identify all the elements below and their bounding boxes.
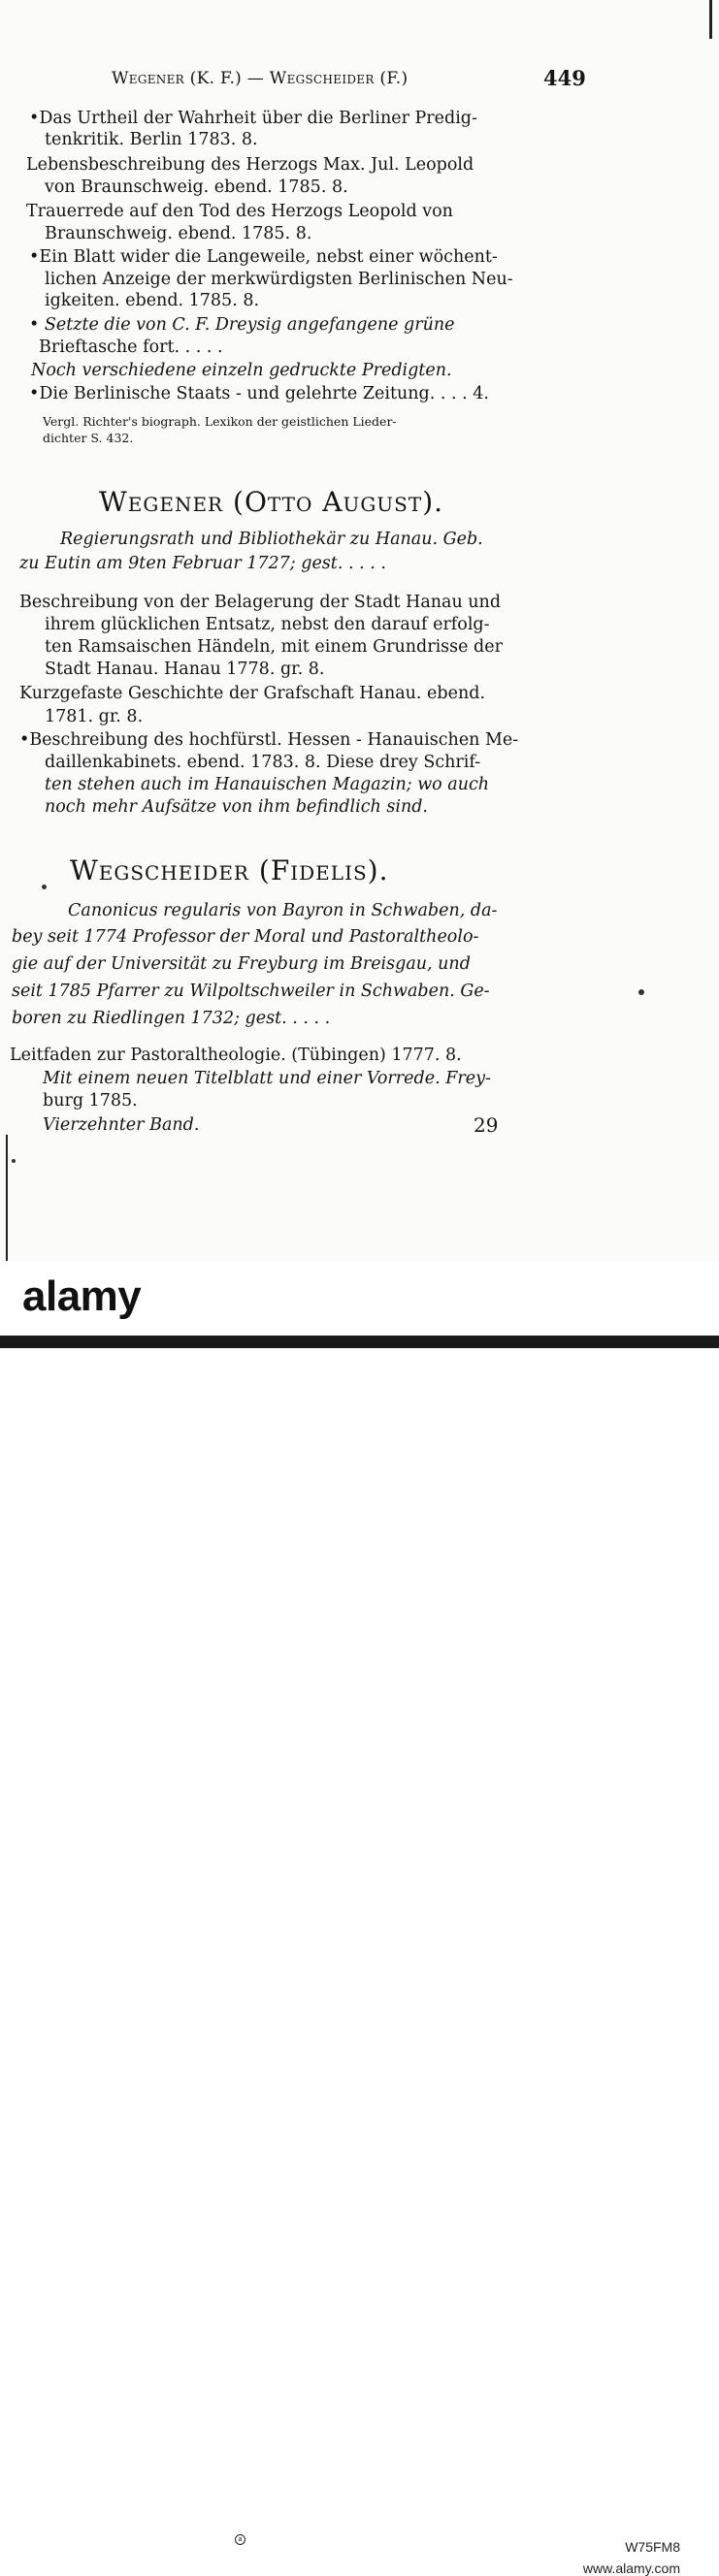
text-line: Beschreibung von der Belagerung der Stadt Hanau und: [19, 593, 502, 612]
text-line: Trauerrede auf den Tod des Herzogs Leopold von: [26, 202, 453, 221]
ink-speck: [638, 989, 644, 995]
text-line: seit 1785 Pfarrer zu Wilpoltschweiler in Schwaben. Ge-: [12, 982, 490, 1001]
scan-edge-mark: [709, 0, 712, 39]
sheet-number: 29: [474, 1113, 499, 1137]
text-line: gie auf der Universität zu Freyburg im Breisgau, und: [12, 954, 471, 974]
text-line: • Setzte die von C. F. Dreysig angefangene grüne: [29, 315, 455, 335]
text-line: Stadt Hanau. Hanau 1778. gr. 8.: [45, 660, 325, 679]
text-line: Noch verschiedene einzeln gedruckte Predigten.: [31, 361, 452, 380]
alamy-logo: alamy: [22, 1272, 142, 1320]
ink-speck: [42, 885, 47, 889]
entry-heading: Wegener (Otto August).: [99, 486, 444, 518]
text-line: noch mehr Aufsätze von ihm befindlich sind.: [45, 797, 428, 817]
trademark-icon: a: [235, 2534, 245, 2545]
site-url: www.alamy.com: [582, 2560, 680, 2576]
text-line: Regierungsrath und Bibliothekär zu Hanau. Geb.: [60, 530, 483, 549]
text-line: ihrem glücklichen Entsatz, nebst den darauf erfolg-: [45, 615, 490, 634]
footnote-line: Vergl. Richter's biograph. Lexikon der geistlichen Lieder-: [43, 414, 397, 429]
entry-heading: Wegscheider (Fidelis).: [70, 854, 389, 886]
text-line: •Ein Blatt wider die Langeweile, nebst einer wöchent-: [29, 247, 498, 267]
scan-edge-mark: [6, 1135, 8, 1261]
text-line: Leitfaden zur Pastoraltheologie. (Tübingen) 1777. 8.: [10, 1046, 462, 1065]
footnote-line: dichter S. 432.: [43, 431, 134, 445]
text-line: von Braunschweig. ebend. 1785. 8.: [45, 177, 348, 197]
text-line: ten stehen auch im Hanauischen Magazin; wo auch: [45, 775, 490, 794]
text-line: daillenkabinets. ebend. 1783. 8. Diese drey Schrif-: [45, 753, 481, 772]
text-line: Braunschweig. ebend. 1785. 8.: [45, 224, 312, 243]
text-line: Kurzgefaste Geschichte der Grafschaft Hanau. ebend.: [19, 684, 486, 703]
text-line: Canonicus regularis von Bayron in Schwaben, da-: [68, 901, 498, 920]
text-line: ten Ramsaischen Händeln, mit einem Grundrisse der: [45, 637, 503, 657]
image-id: W75FM8: [625, 2539, 680, 2555]
text-line: boren zu Riedlingen 1732; gest. . . . .: [12, 1009, 331, 1028]
text-line: tenkritik. Berlin 1783. 8.: [45, 130, 258, 149]
ink-speck: [12, 1159, 16, 1163]
signature-mark: Vierzehnter Band.: [43, 1115, 200, 1135]
text-line: Brieftasche fort. . . . .: [39, 338, 223, 357]
text-line: 1781. gr. 8.: [45, 707, 144, 726]
bottom-bar: [0, 1336, 719, 1348]
text-line: lichen Anzeige der merkwürdigsten Berlinischen Neu-: [45, 270, 513, 289]
page-number: 449: [543, 66, 586, 90]
text-line: igkeiten. ebend. 1785. 8.: [45, 291, 260, 310]
text-line: bey seit 1774 Professor der Moral und Pastoraltheolo-: [12, 927, 479, 947]
scanned-page: [0, 0, 719, 1261]
running-head: Wegener (K. F.) — Wegscheider (F.): [112, 69, 409, 88]
text-line: Mit einem neuen Titelblatt und einer Vorrede. Frey-: [43, 1069, 491, 1088]
text-line: •Das Urtheil der Wahrheit über die Berliner Predig-: [29, 109, 477, 128]
text-line: •Die Berlinische Staats - und gelehrte Zeitung. . . . 4.: [29, 384, 489, 403]
text-line: Lebensbeschreibung des Herzogs Max. Jul. Leopold: [26, 155, 474, 175]
text-line: zu Eutin am 9ten Februar 1727; gest. . . . .: [19, 554, 386, 573]
text-line: •Beschreibung des hochfürstl. Hessen - Hanauischen Me-: [19, 730, 519, 750]
text-line: burg 1785.: [43, 1091, 138, 1111]
